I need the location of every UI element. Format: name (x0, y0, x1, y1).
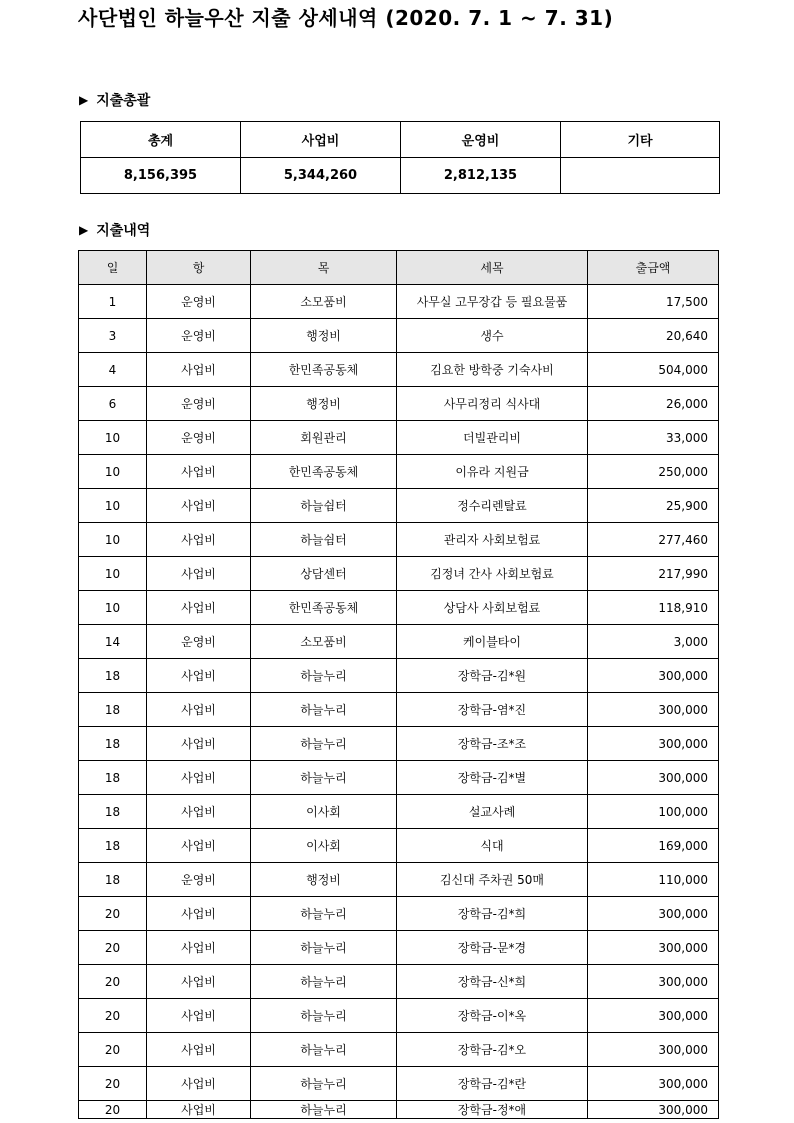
amount-cell: 33,000 (588, 421, 719, 455)
day-cell: 20 (79, 965, 147, 999)
table-row (79, 659, 719, 693)
category-cell: 사업비 (147, 353, 251, 387)
detail-section-heading (79, 220, 150, 240)
item-cell: 행정비 (251, 319, 397, 353)
category-cell: 사업비 (147, 455, 251, 489)
amount-cell: 250,000 (588, 455, 719, 489)
category-cell: 운영비 (147, 285, 251, 319)
category-cell: 사업비 (147, 489, 251, 523)
category-cell: 운영비 (147, 387, 251, 421)
amount-cell: 277,460 (588, 523, 719, 557)
table-row (79, 421, 719, 455)
category-cell: 사업비 (147, 829, 251, 863)
subitem-cell: 케이블타이 (397, 625, 588, 659)
summary-value-operating: 2,812,135 (401, 158, 561, 194)
table-row (79, 931, 719, 965)
detail-header-category: 항 (147, 251, 251, 285)
item-cell: 소모품비 (251, 625, 397, 659)
page-title: 사단법인 하늘우산 지출 상세내역 (2020. 7. 1 ~ 7. 31) (78, 6, 614, 30)
item-cell: 하늘누리 (251, 1101, 397, 1119)
item-cell: 하늘누리 (251, 761, 397, 795)
category-cell: 사업비 (147, 693, 251, 727)
subitem-cell: 장학금-김*희 (397, 897, 588, 931)
subitem-cell: 장학금-신*희 (397, 965, 588, 999)
summary-header-row (81, 122, 720, 158)
table-row (79, 319, 719, 353)
subitem-cell: 김요한 방학중 기숙사비 (397, 353, 588, 387)
summary-section-heading (79, 90, 150, 110)
day-cell: 1 (79, 285, 147, 319)
table-row (79, 795, 719, 829)
subitem-cell: 사무리정리 식사대 (397, 387, 588, 421)
item-cell: 하늘누리 (251, 659, 397, 693)
amount-cell: 217,990 (588, 557, 719, 591)
day-cell: 20 (79, 1067, 147, 1101)
category-cell: 사업비 (147, 999, 251, 1033)
item-cell: 하늘누리 (251, 727, 397, 761)
amount-cell: 300,000 (588, 999, 719, 1033)
amount-cell: 26,000 (588, 387, 719, 421)
amount-cell: 300,000 (588, 931, 719, 965)
item-cell: 하늘누리 (251, 1033, 397, 1067)
day-cell: 18 (79, 659, 147, 693)
subitem-cell: 김정녀 간사 사회보험료 (397, 557, 588, 591)
item-cell: 행정비 (251, 387, 397, 421)
amount-cell: 110,000 (588, 863, 719, 897)
amount-cell: 169,000 (588, 829, 719, 863)
item-cell: 이사회 (251, 829, 397, 863)
subitem-cell: 장학금-문*경 (397, 931, 588, 965)
amount-cell: 300,000 (588, 965, 719, 999)
amount-cell: 504,000 (588, 353, 719, 387)
category-cell: 사업비 (147, 965, 251, 999)
summary-header-other: 기타 (561, 122, 720, 158)
day-cell: 10 (79, 421, 147, 455)
amount-cell: 25,900 (588, 489, 719, 523)
detail-header-day: 일 (79, 251, 147, 285)
day-cell: 18 (79, 727, 147, 761)
amount-cell: 300,000 (588, 897, 719, 931)
subitem-cell: 생수 (397, 319, 588, 353)
day-cell: 10 (79, 489, 147, 523)
day-cell: 18 (79, 761, 147, 795)
category-cell: 사업비 (147, 1033, 251, 1067)
category-cell: 운영비 (147, 319, 251, 353)
amount-cell: 3,000 (588, 625, 719, 659)
item-cell: 상담센터 (251, 557, 397, 591)
item-cell: 하늘쉼터 (251, 489, 397, 523)
detail-header-amount: 출금액 (588, 251, 719, 285)
subitem-cell: 장학금-김*별 (397, 761, 588, 795)
subitem-cell: 장학금-김*오 (397, 1033, 588, 1067)
subitem-cell: 이유라 지원금 (397, 455, 588, 489)
subitem-cell: 김신대 주차권 50매 (397, 863, 588, 897)
category-cell: 사업비 (147, 1067, 251, 1101)
category-cell: 사업비 (147, 931, 251, 965)
subitem-cell: 사무실 고무장갑 등 필요물품 (397, 285, 588, 319)
table-row (79, 1033, 719, 1067)
item-cell: 하늘누리 (251, 897, 397, 931)
day-cell: 20 (79, 931, 147, 965)
item-cell: 하늘누리 (251, 999, 397, 1033)
detail-header-item: 목 (251, 251, 397, 285)
subitem-cell: 식대 (397, 829, 588, 863)
table-row (79, 591, 719, 625)
day-cell: 20 (79, 999, 147, 1033)
subitem-cell: 장학금-정*애 (397, 1101, 588, 1119)
table-row (79, 897, 719, 931)
amount-cell: 300,000 (588, 1067, 719, 1101)
detail-heading-label: 지출내역 (96, 223, 151, 239)
detail-header-subitem: 세목 (397, 251, 588, 285)
summary-value-row (81, 158, 720, 194)
subitem-cell: 장학금-조*조 (397, 727, 588, 761)
table-row (79, 829, 719, 863)
day-cell: 10 (79, 557, 147, 591)
summary-header-operating: 운영비 (401, 122, 561, 158)
item-cell: 회원관리 (251, 421, 397, 455)
table-row (79, 999, 719, 1033)
triangle-bullet-icon: ▶ (79, 93, 89, 107)
subitem-cell: 더빌관리비 (397, 421, 588, 455)
subitem-cell: 상담사 사회보험료 (397, 591, 588, 625)
table-row (79, 353, 719, 387)
amount-cell: 300,000 (588, 1033, 719, 1067)
item-cell: 하늘누리 (251, 965, 397, 999)
day-cell: 6 (79, 387, 147, 421)
table-row (79, 489, 719, 523)
table-row (79, 523, 719, 557)
subitem-cell: 장학금-이*옥 (397, 999, 588, 1033)
category-cell: 사업비 (147, 795, 251, 829)
subitem-cell: 정수리렌탈료 (397, 489, 588, 523)
day-cell: 20 (79, 1101, 147, 1119)
amount-cell: 300,000 (588, 659, 719, 693)
day-cell: 18 (79, 693, 147, 727)
item-cell: 이사회 (251, 795, 397, 829)
category-cell: 사업비 (147, 557, 251, 591)
triangle-bullet-icon: ▶ (79, 223, 89, 237)
amount-cell: 300,000 (588, 727, 719, 761)
day-cell: 18 (79, 829, 147, 863)
item-cell: 하늘쉼터 (251, 523, 397, 557)
day-cell: 10 (79, 523, 147, 557)
amount-cell: 300,000 (588, 1101, 719, 1119)
table-row (79, 693, 719, 727)
category-cell: 사업비 (147, 659, 251, 693)
summary-heading-label: 지출총괄 (96, 93, 151, 109)
item-cell: 한민족공동체 (251, 455, 397, 489)
amount-cell: 17,500 (588, 285, 719, 319)
category-cell: 운영비 (147, 863, 251, 897)
category-cell: 사업비 (147, 591, 251, 625)
item-cell: 하늘누리 (251, 693, 397, 727)
table-row (79, 863, 719, 897)
day-cell: 18 (79, 795, 147, 829)
table-row (79, 727, 719, 761)
summary-header-business: 사업비 (241, 122, 401, 158)
table-row (79, 965, 719, 999)
subitem-cell: 설교사례 (397, 795, 588, 829)
table-row (79, 625, 719, 659)
category-cell: 사업비 (147, 761, 251, 795)
subitem-cell: 장학금-김*란 (397, 1067, 588, 1101)
detail-header-row (79, 251, 719, 285)
table-row (79, 285, 719, 319)
table-row (79, 455, 719, 489)
day-cell: 20 (79, 1033, 147, 1067)
summary-value-total: 8,156,395 (81, 158, 241, 194)
day-cell: 4 (79, 353, 147, 387)
day-cell: 10 (79, 591, 147, 625)
item-cell: 행정비 (251, 863, 397, 897)
subitem-cell: 장학금-염*진 (397, 693, 588, 727)
category-cell: 사업비 (147, 727, 251, 761)
subitem-cell: 관리자 사회보험료 (397, 523, 588, 557)
day-cell: 20 (79, 897, 147, 931)
item-cell: 하늘누리 (251, 1067, 397, 1101)
category-cell: 운영비 (147, 625, 251, 659)
table-row (79, 1101, 719, 1119)
summary-header-total: 총계 (81, 122, 241, 158)
subitem-cell: 장학금-김*원 (397, 659, 588, 693)
table-row (79, 1067, 719, 1101)
amount-cell: 300,000 (588, 693, 719, 727)
day-cell: 10 (79, 455, 147, 489)
category-cell: 사업비 (147, 897, 251, 931)
amount-cell: 118,910 (588, 591, 719, 625)
category-cell: 사업비 (147, 1101, 251, 1119)
item-cell: 한민족공동체 (251, 353, 397, 387)
day-cell: 14 (79, 625, 147, 659)
item-cell: 소모품비 (251, 285, 397, 319)
item-cell: 하늘누리 (251, 931, 397, 965)
item-cell: 한민족공동체 (251, 591, 397, 625)
table-row (79, 557, 719, 591)
summary-value-business: 5,344,260 (241, 158, 401, 194)
summary-value-other (561, 158, 720, 194)
day-cell: 3 (79, 319, 147, 353)
detail-table (78, 250, 719, 1119)
table-row (79, 761, 719, 795)
day-cell: 18 (79, 863, 147, 897)
table-row (79, 387, 719, 421)
category-cell: 운영비 (147, 421, 251, 455)
summary-table (80, 121, 720, 194)
amount-cell: 100,000 (588, 795, 719, 829)
category-cell: 사업비 (147, 523, 251, 557)
amount-cell: 20,640 (588, 319, 719, 353)
amount-cell: 300,000 (588, 761, 719, 795)
